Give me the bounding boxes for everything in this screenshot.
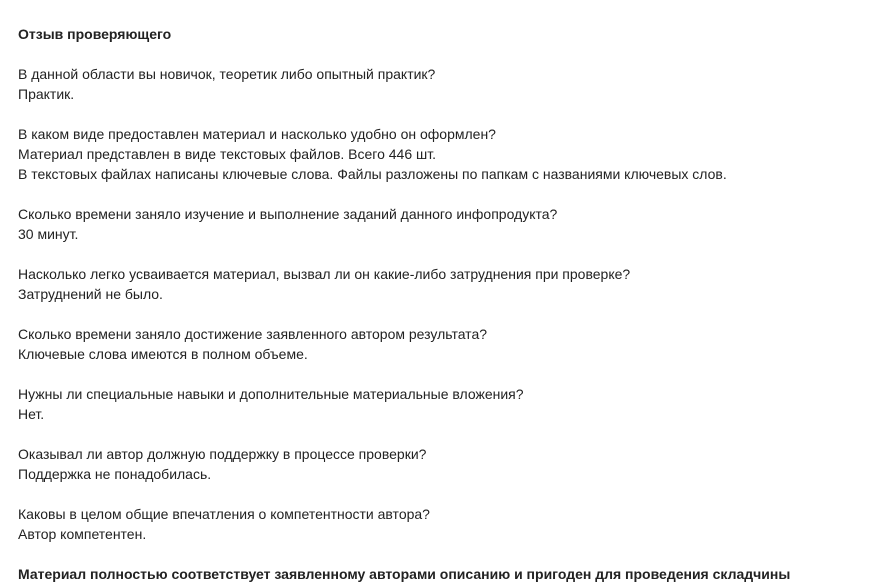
qa-block-material-format xyxy=(18,124,888,184)
question-text: В каком виде предоставлен материал и насколько удобно он оформлен? xyxy=(18,126,496,142)
question-text: Сколько времени заняло достижение заявленного автором результата? xyxy=(18,326,488,342)
answer-text: Практик. xyxy=(18,86,75,102)
question-text: Насколько легко усваивается материал, вызвал ли он какие-либо затруднения при проверке? xyxy=(18,266,631,282)
question-text: Нужны ли специальные навыки и дополнительные материальные вложения? xyxy=(18,386,524,402)
question-text: Оказывал ли автор должную поддержку в процессе проверки? xyxy=(18,446,427,462)
answer-text: Автор компетентен. xyxy=(18,526,147,542)
question-text: Сколько времени заняло изучение и выполнение заданий данного инфопродукта? xyxy=(18,206,558,222)
qa-block-impressions xyxy=(18,504,888,544)
answer-text: Поддержка не понадобилась. xyxy=(18,466,212,482)
review-conclusion: Материал полностью соответствует заявленному авторами описанию и пригоден для проведения складчины xyxy=(18,566,791,582)
answer-text: Нет. xyxy=(18,406,45,422)
qa-block-support xyxy=(18,444,888,484)
qa-block-expertise xyxy=(18,64,888,104)
qa-block-study-time xyxy=(18,204,888,244)
question-text: В данной области вы новичок, теоретик либо опытный практик? xyxy=(18,66,436,82)
reviewer-feedback xyxy=(18,24,888,584)
qa-block-difficulty xyxy=(18,264,888,304)
review-title: Отзыв проверяющего xyxy=(18,26,172,42)
answer-text: Затруднений не было. xyxy=(18,286,163,302)
qa-block-result-time xyxy=(18,324,888,364)
answer-text: Материал представлен в виде текстовых файлов. Всего 446 шт. xyxy=(18,146,437,162)
question-text: Каковы в целом общие впечатления о компетентности автора? xyxy=(18,506,430,522)
answer-text: 30 минут. xyxy=(18,226,79,242)
answer-text: Ключевые слова имеются в полном объеме. xyxy=(18,346,308,362)
answer-text: В текстовых файлах написаны ключевые слова. Файлы разложены по папкам с названиями ключевых слов. xyxy=(18,166,727,182)
qa-block-skills xyxy=(18,384,888,424)
